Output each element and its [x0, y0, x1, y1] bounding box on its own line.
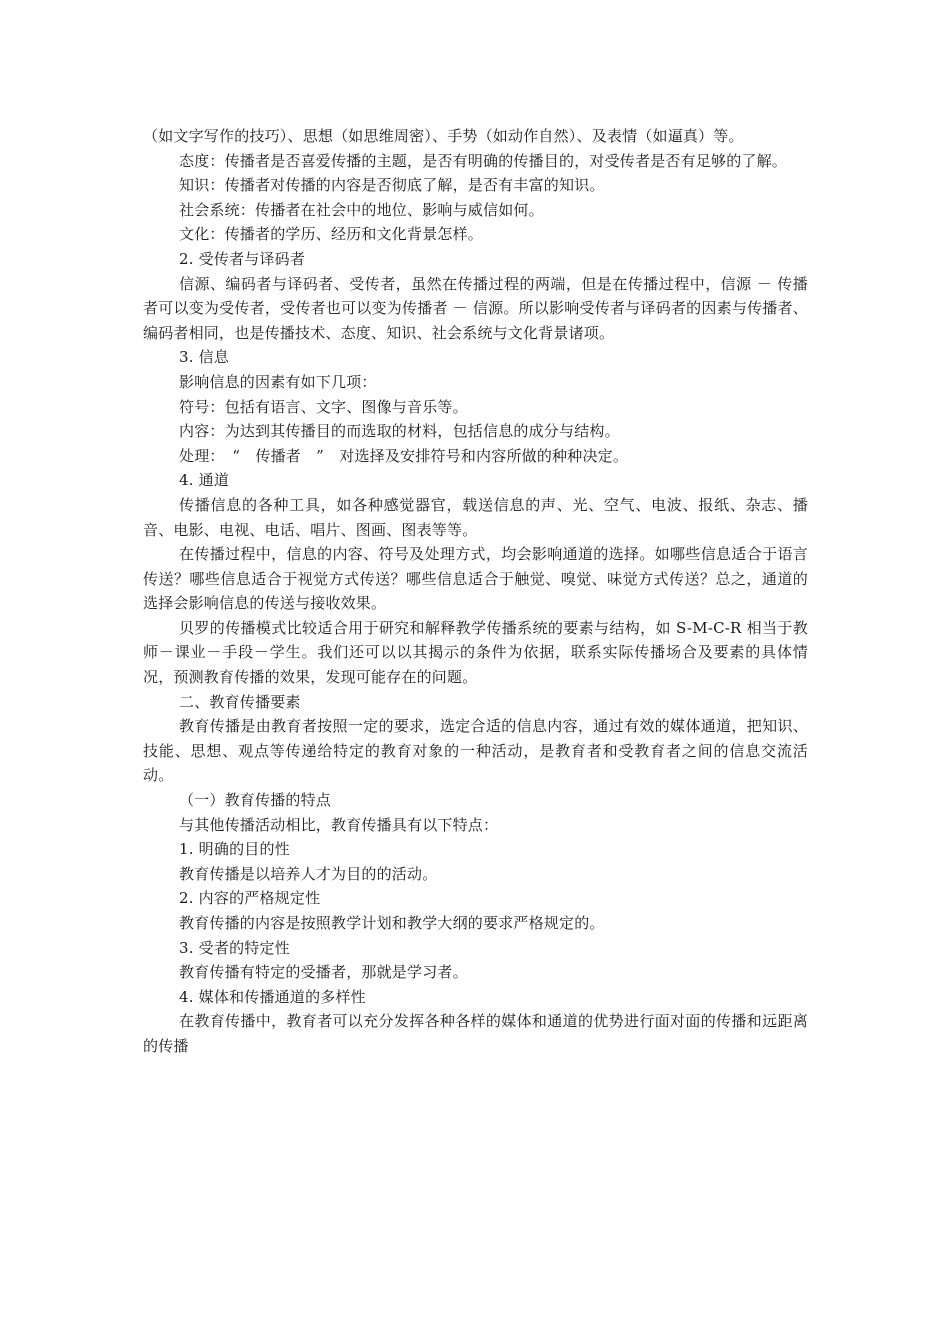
- paragraph: 教育传播的内容是按照教学计划和教学大纲的要求严格规定的。: [179, 914, 605, 932]
- paragraph: 社会系统：传播者在社会中的地位、影响与威信如何。: [179, 200, 544, 219]
- paragraph: 传播信息的各种工具，如各种感觉器官，载送信息的声、光、空气、电波、报纸、杂志、播音、电影、电视、电话、唱片、图画、图表等等。: [143, 495, 808, 539]
- paragraph: 3. 受者的特定性: [179, 938, 290, 957]
- paragraph: （一）教育传播的特点: [179, 791, 332, 810]
- paragraph: 1. 明确的目的性: [179, 840, 290, 859]
- paragraph: 教育传播是由教育者按照一定的要求，选定合适的信息内容，通过有效的媒体通道，把知识、技能、思想、观点等传递给特定的教育对象的一种活动，是教育者和受教育者之间的信息交流活动。: [143, 717, 808, 785]
- paragraph: 影响信息的因素有如下几项：: [179, 372, 377, 391]
- paragraph: 符号：包括有语言、文字、图像与音乐等。: [179, 397, 468, 416]
- paragraph: 在教育传播中，教育者可以充分发挥各种各样的媒体和通道的优势进行面对面的传播和远距离的传播: [143, 1012, 808, 1055]
- paragraph: 内容：为达到其传播目的而选取的材料，包括信息的成分与结构。: [179, 422, 620, 441]
- document-page: [143, 124, 808, 1059]
- paragraph: 知识：传播者对传播的内容是否彻底了解，是否有丰富的知识。: [179, 176, 605, 195]
- paragraph: 教育传播有特定的受播者，那就是学习者。: [179, 963, 468, 982]
- paragraph: （如文字写作的技巧）、思想（如思维周密）、手势（如动作自然）、及表情（如逼真）等。: [143, 127, 744, 145]
- paragraph: 信源、编码者与译码者、受传者，虽然在传播过程的两端，但是在传播过程中，信源 － 传播者可以变为受传者，受传者也可以变为传播者 － 信源。所以影响受传者与译码者的因素与传播者、编码者相同，也是传播技术、态度、知识、社会系统与文化背景诸项。: [143, 274, 808, 342]
- paragraph: 在传播过程中，信息的内容、符号及处理方式，均会影响通道的选择。如哪些信息适合于语言传送？哪些信息适合于视觉方式传送？哪些信息适合于触觉、嗅觉、味觉方式传送？总之，通道的选择会影响信息的传送与接收效果。: [143, 545, 808, 613]
- paragraph: 态度：传播者是否喜爱传播的主题，是否有明确的传播目的，对受传者是否有足够的了解。: [179, 151, 788, 170]
- paragraph: 2. 内容的严格规定性: [179, 889, 321, 908]
- paragraph: 与其他传播活动相比，教育传播具有以下特点：: [179, 815, 499, 834]
- paragraph: 二、教育传播要素: [179, 692, 301, 711]
- paragraph: 处理： “ 传播者 ” 对选择及安排符号和内容所做的种种决定。: [179, 446, 629, 465]
- paragraph: 2. 受传者与译码者: [179, 249, 306, 268]
- paragraph: 贝罗的传播模式比较适合用于研究和解释教学传播系统的要素与结构，如 S-M-C-R 相当于教师－课业－手段－学生。我们还可以以其揭示的条件为依据，联系实际传播场合及要素的具体情况，预测教育传播的效果，发现可能存在的问题。: [143, 618, 808, 687]
- paragraph: 4. 媒体和传播通道的多样性: [179, 987, 366, 1006]
- paragraph: 4. 通道: [179, 471, 230, 490]
- paragraph: 3. 信息: [179, 348, 230, 367]
- paragraph: 文化：传播者的学历、经历和文化背景怎样。: [179, 225, 484, 244]
- paragraph: 教育传播是以培养人才为目的的活动。: [179, 864, 438, 883]
